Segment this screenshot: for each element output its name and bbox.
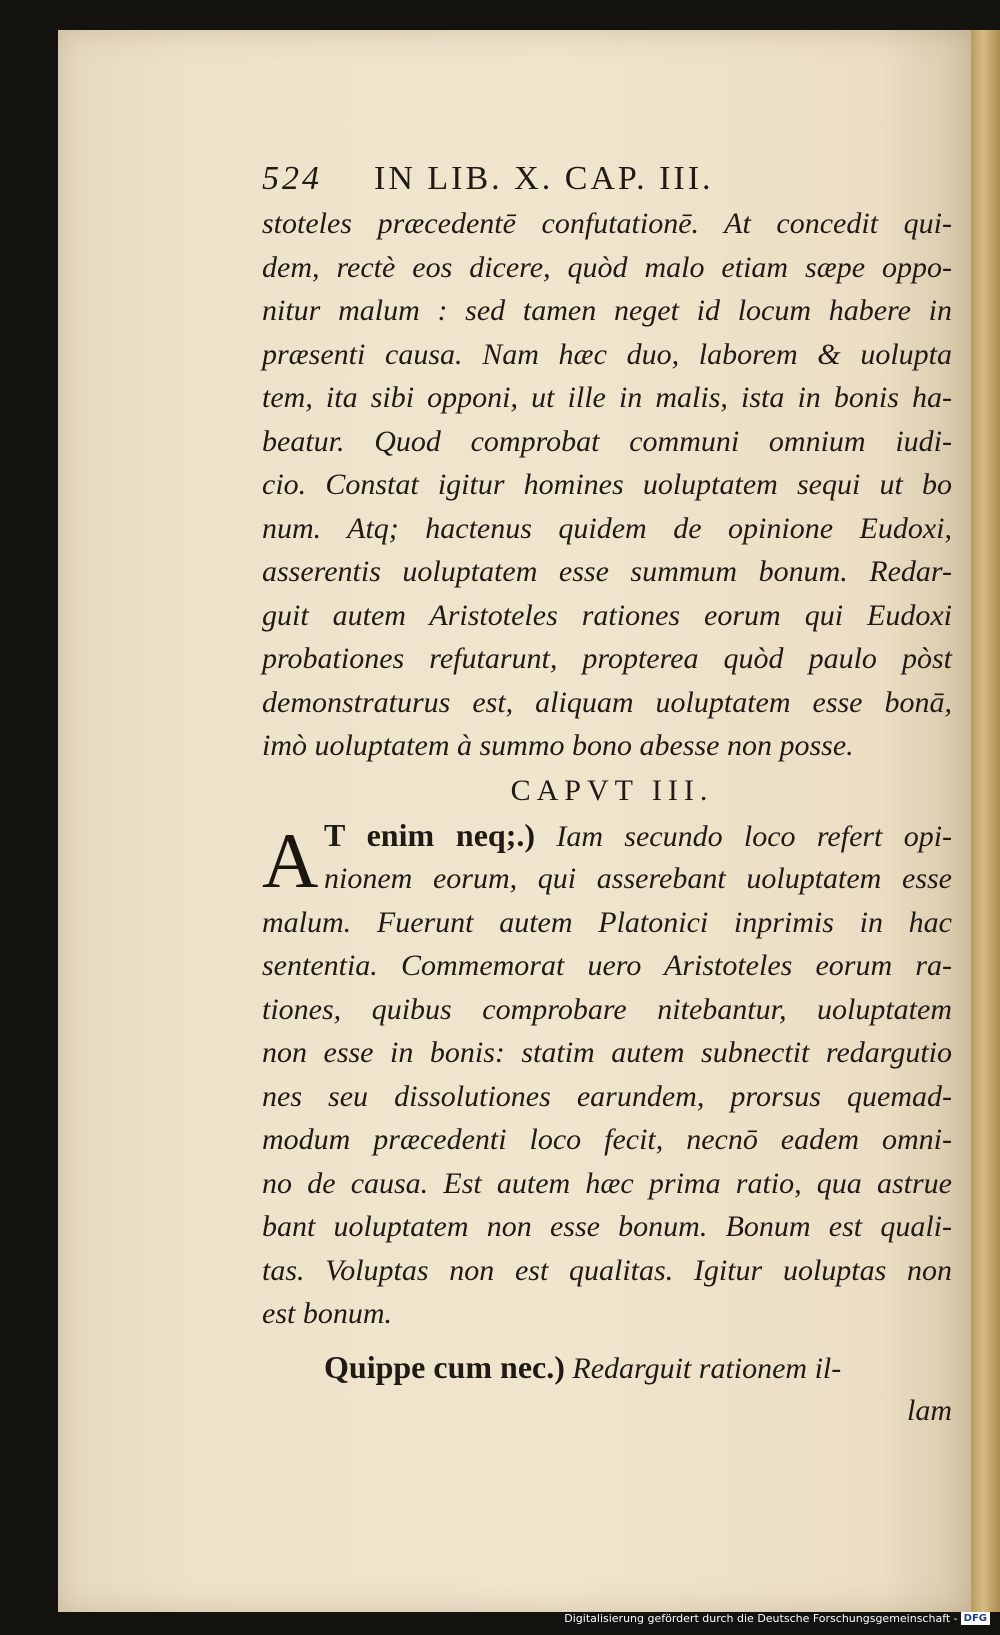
text-line: est bonum. (262, 1297, 392, 1330)
text-line: non esse in bonis: statim autem subnectit redargutio (262, 1036, 952, 1069)
text-segment: Redarguit rationem il- (572, 1351, 842, 1385)
text-line: modum præcedenti loco fecit, necnō eadem omni- (262, 1123, 952, 1156)
running-title: IN LIB. X. CAP. III. (374, 160, 714, 197)
page-number: 524 (262, 160, 322, 197)
chapter-heading: CAPVT III. (510, 773, 714, 807)
text-line: no de causa. Est autem hæc prima ratio, qua astrue (262, 1166, 952, 1200)
text-line: tem, ita sibi opponi, ut ille in malis, ista in bonis ha- (262, 381, 952, 414)
page-edge (971, 30, 1000, 1612)
lemma: T enim neq;.) (324, 816, 536, 853)
text-line: stoteles præcedentē confutationē. At concedit qui- (262, 207, 952, 240)
drop-initial: A (262, 816, 319, 904)
text-line: imò uoluptatem à summo bono abesse non posse. (262, 729, 854, 762)
text-line: nes seu dissolutiones earundem, prorsus quemad- (262, 1079, 952, 1113)
text-line: dem, rectè eos dicere, quòd malo etiam sæpe oppo- (262, 250, 952, 284)
digitization-credit (564, 1612, 990, 1625)
dfg-logo: DFG (961, 1612, 990, 1625)
text-line-first (262, 1346, 952, 1390)
text-line: beatur. Quod comprobat communi omnium iudi- (262, 424, 952, 458)
text-line: sententia. Commemorat uero Aristoteles eorum ra- (262, 949, 952, 982)
paragraph-2 (262, 814, 952, 1336)
running-head (262, 155, 952, 202)
credit-text: Digitalisierung gefördert durch die Deutsche Forschungsgemeinschaft - (564, 1612, 958, 1625)
paragraph-1 (262, 202, 952, 768)
text-line-first (262, 814, 952, 858)
text-line: malum. Fuerunt autem Platonici inprimis in hac (262, 905, 952, 939)
text-segment: Iam secundo loco refert opi- (556, 819, 953, 853)
catchword: lam (907, 1394, 952, 1427)
text-line: cio. Constat igitur homines uoluptatem sequi ut bo (262, 468, 952, 501)
lemma: Quippe cum nec.) (324, 1348, 565, 1385)
text-line: bant uoluptatem non esse bonum. Bonum est quali- (262, 1210, 952, 1243)
text-line: demonstraturus est, aliquam uoluptatem esse bonā, (262, 685, 952, 719)
text-block (262, 155, 952, 1432)
text-line: tiones, quibus comprobare nitebantur, uoluptatem (262, 992, 952, 1026)
text-line: asserentis uoluptatem esse summum bonum. Redar- (262, 555, 952, 588)
text-line: num. Atq; hactenus quidem de opinione Eudoxi, (262, 511, 952, 545)
paragraph-3 (262, 1346, 952, 1433)
text-line: nitur malum : sed tamen neget id locum habere in (262, 294, 952, 327)
text-line: guit autem Aristoteles rationes eorum qui Eudoxi (262, 598, 952, 632)
text-line: nionem eorum, qui asserebant uoluptatem esse (324, 862, 952, 895)
text-line: probationes refutarunt, propterea quòd paulo pòst (262, 642, 952, 675)
text-line: præsenti causa. Nam hæc duo, laborem & uolupta (262, 337, 952, 371)
text-line: tas. Voluptas non est qualitas. Igitur uoluptas non (262, 1253, 952, 1287)
